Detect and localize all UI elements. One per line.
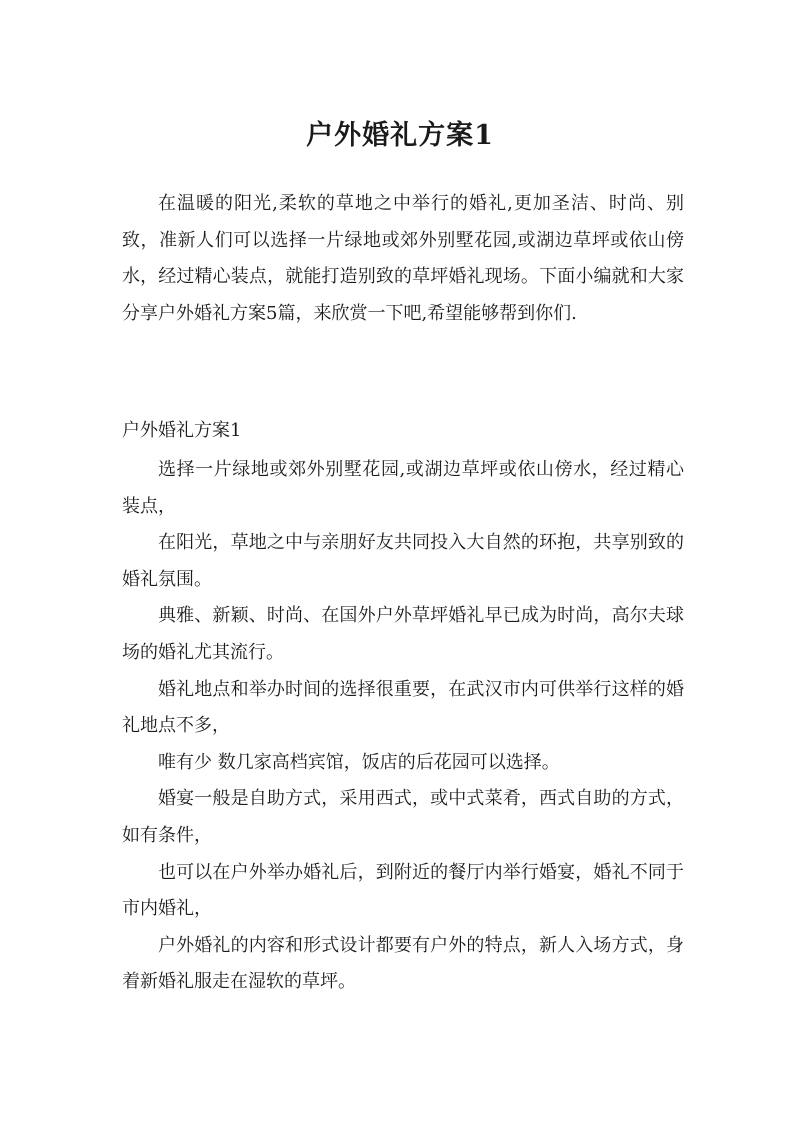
body-paragraph: 也可以在户外举办婚礼后，到附近的餐厅内举行婚宴，婚礼不同于市内婚礼， xyxy=(122,861,684,920)
body-paragraph: 典雅、新颖、时尚、在国外户外草坪婚礼早已成为时尚，高尔夫球场的婚礼尤其流行。 xyxy=(122,605,684,663)
section-body xyxy=(122,452,684,1001)
page-title: 户外婚礼方案1 xyxy=(306,120,494,152)
body-paragraph: 选择一片绿地或郊外别墅花园,或湖边草坪或依山傍水，经过精心装点， xyxy=(122,459,684,517)
body-paragraph: 婚礼地点和举办时间的选择很重要，在武汉市内可供举行这样的婚礼地点不多， xyxy=(122,678,684,737)
body-paragraph: 婚宴一般是自助方式，采用西式，或中式菜肴，西式自助的方式，如有条件， xyxy=(122,788,684,846)
body-paragraph: 在阳光，草地之中与亲朋好友共同投入大自然的环抱，共享别致的婚礼氛围。 xyxy=(122,532,684,590)
body-paragraph: 户外婚礼的内容和形式设计都要有户外的特点，新人入场方式，身着新婚礼服走在湿软的草坪。 xyxy=(122,934,684,993)
intro-paragraph: 在温暖的阳光,柔软的草地之中举行的婚礼,更加圣洁、时尚、别致，准新人们可以选择一片绿地或郊外别墅花园,或湖边草坪或依山傍水，经过精心装点，就能打造别致的草坪婚礼现场。下面小编就和大家分享户外婚礼方案5篇，来欣赏一下吧,希望能够帮到你们. xyxy=(122,193,684,324)
section-heading: 户外婚礼方案1 xyxy=(122,420,242,441)
body-paragraph: 唯有少 数几家高档宾馆，饭店的后花园可以选择。 xyxy=(158,751,560,773)
